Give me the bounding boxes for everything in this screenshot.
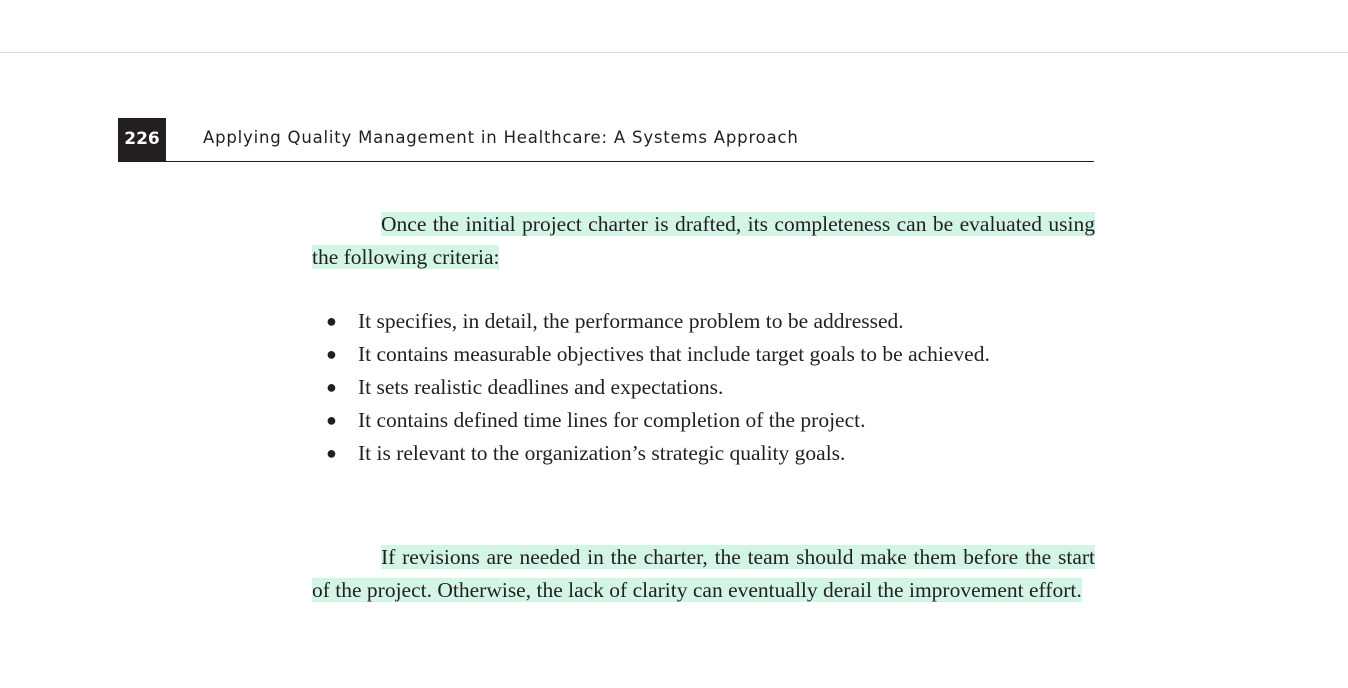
- bullet-icon: ●: [326, 443, 337, 463]
- list-item: [312, 305, 1095, 338]
- list-item: [312, 437, 1095, 470]
- list-item: [312, 338, 1095, 371]
- list-item: [312, 404, 1095, 437]
- closing-paragraph-text: If revisions are needed in the charter, the team should make them before the start of the project. Otherwise, the lack of clarity can eventually derail the improvement effort.: [312, 545, 1095, 602]
- viewer-toolbar: [0, 0, 1348, 53]
- list-item-text: It sets realistic deadlines and expectations.: [358, 375, 724, 399]
- bullet-icon: ●: [326, 344, 337, 364]
- list-item-text: It specifies, in detail, the performance problem to be addressed.: [358, 309, 904, 333]
- list-item: [312, 371, 1095, 404]
- list-item-text: It is relevant to the organization’s strategic quality goals.: [358, 441, 846, 465]
- intro-paragraph: [312, 208, 1095, 274]
- bullet-icon: ●: [326, 377, 337, 397]
- bullet-icon: ●: [326, 311, 337, 331]
- book-title: Applying Quality Management in Healthcare: A Systems Approach: [203, 128, 799, 147]
- bullet-icon: ●: [326, 410, 337, 430]
- running-head: [118, 118, 1094, 162]
- document-page: [0, 53, 1348, 688]
- criteria-list: [312, 305, 1095, 470]
- list-item-text: It contains measurable objectives that include target goals to be achieved.: [358, 342, 990, 366]
- page-number: 226: [118, 118, 166, 161]
- closing-paragraph: [312, 541, 1095, 607]
- intro-paragraph-text: Once the initial project charter is drafted, its completeness can be evaluated using the following criteria:: [312, 212, 1095, 269]
- list-item-text: It contains defined time lines for completion of the project.: [358, 408, 866, 432]
